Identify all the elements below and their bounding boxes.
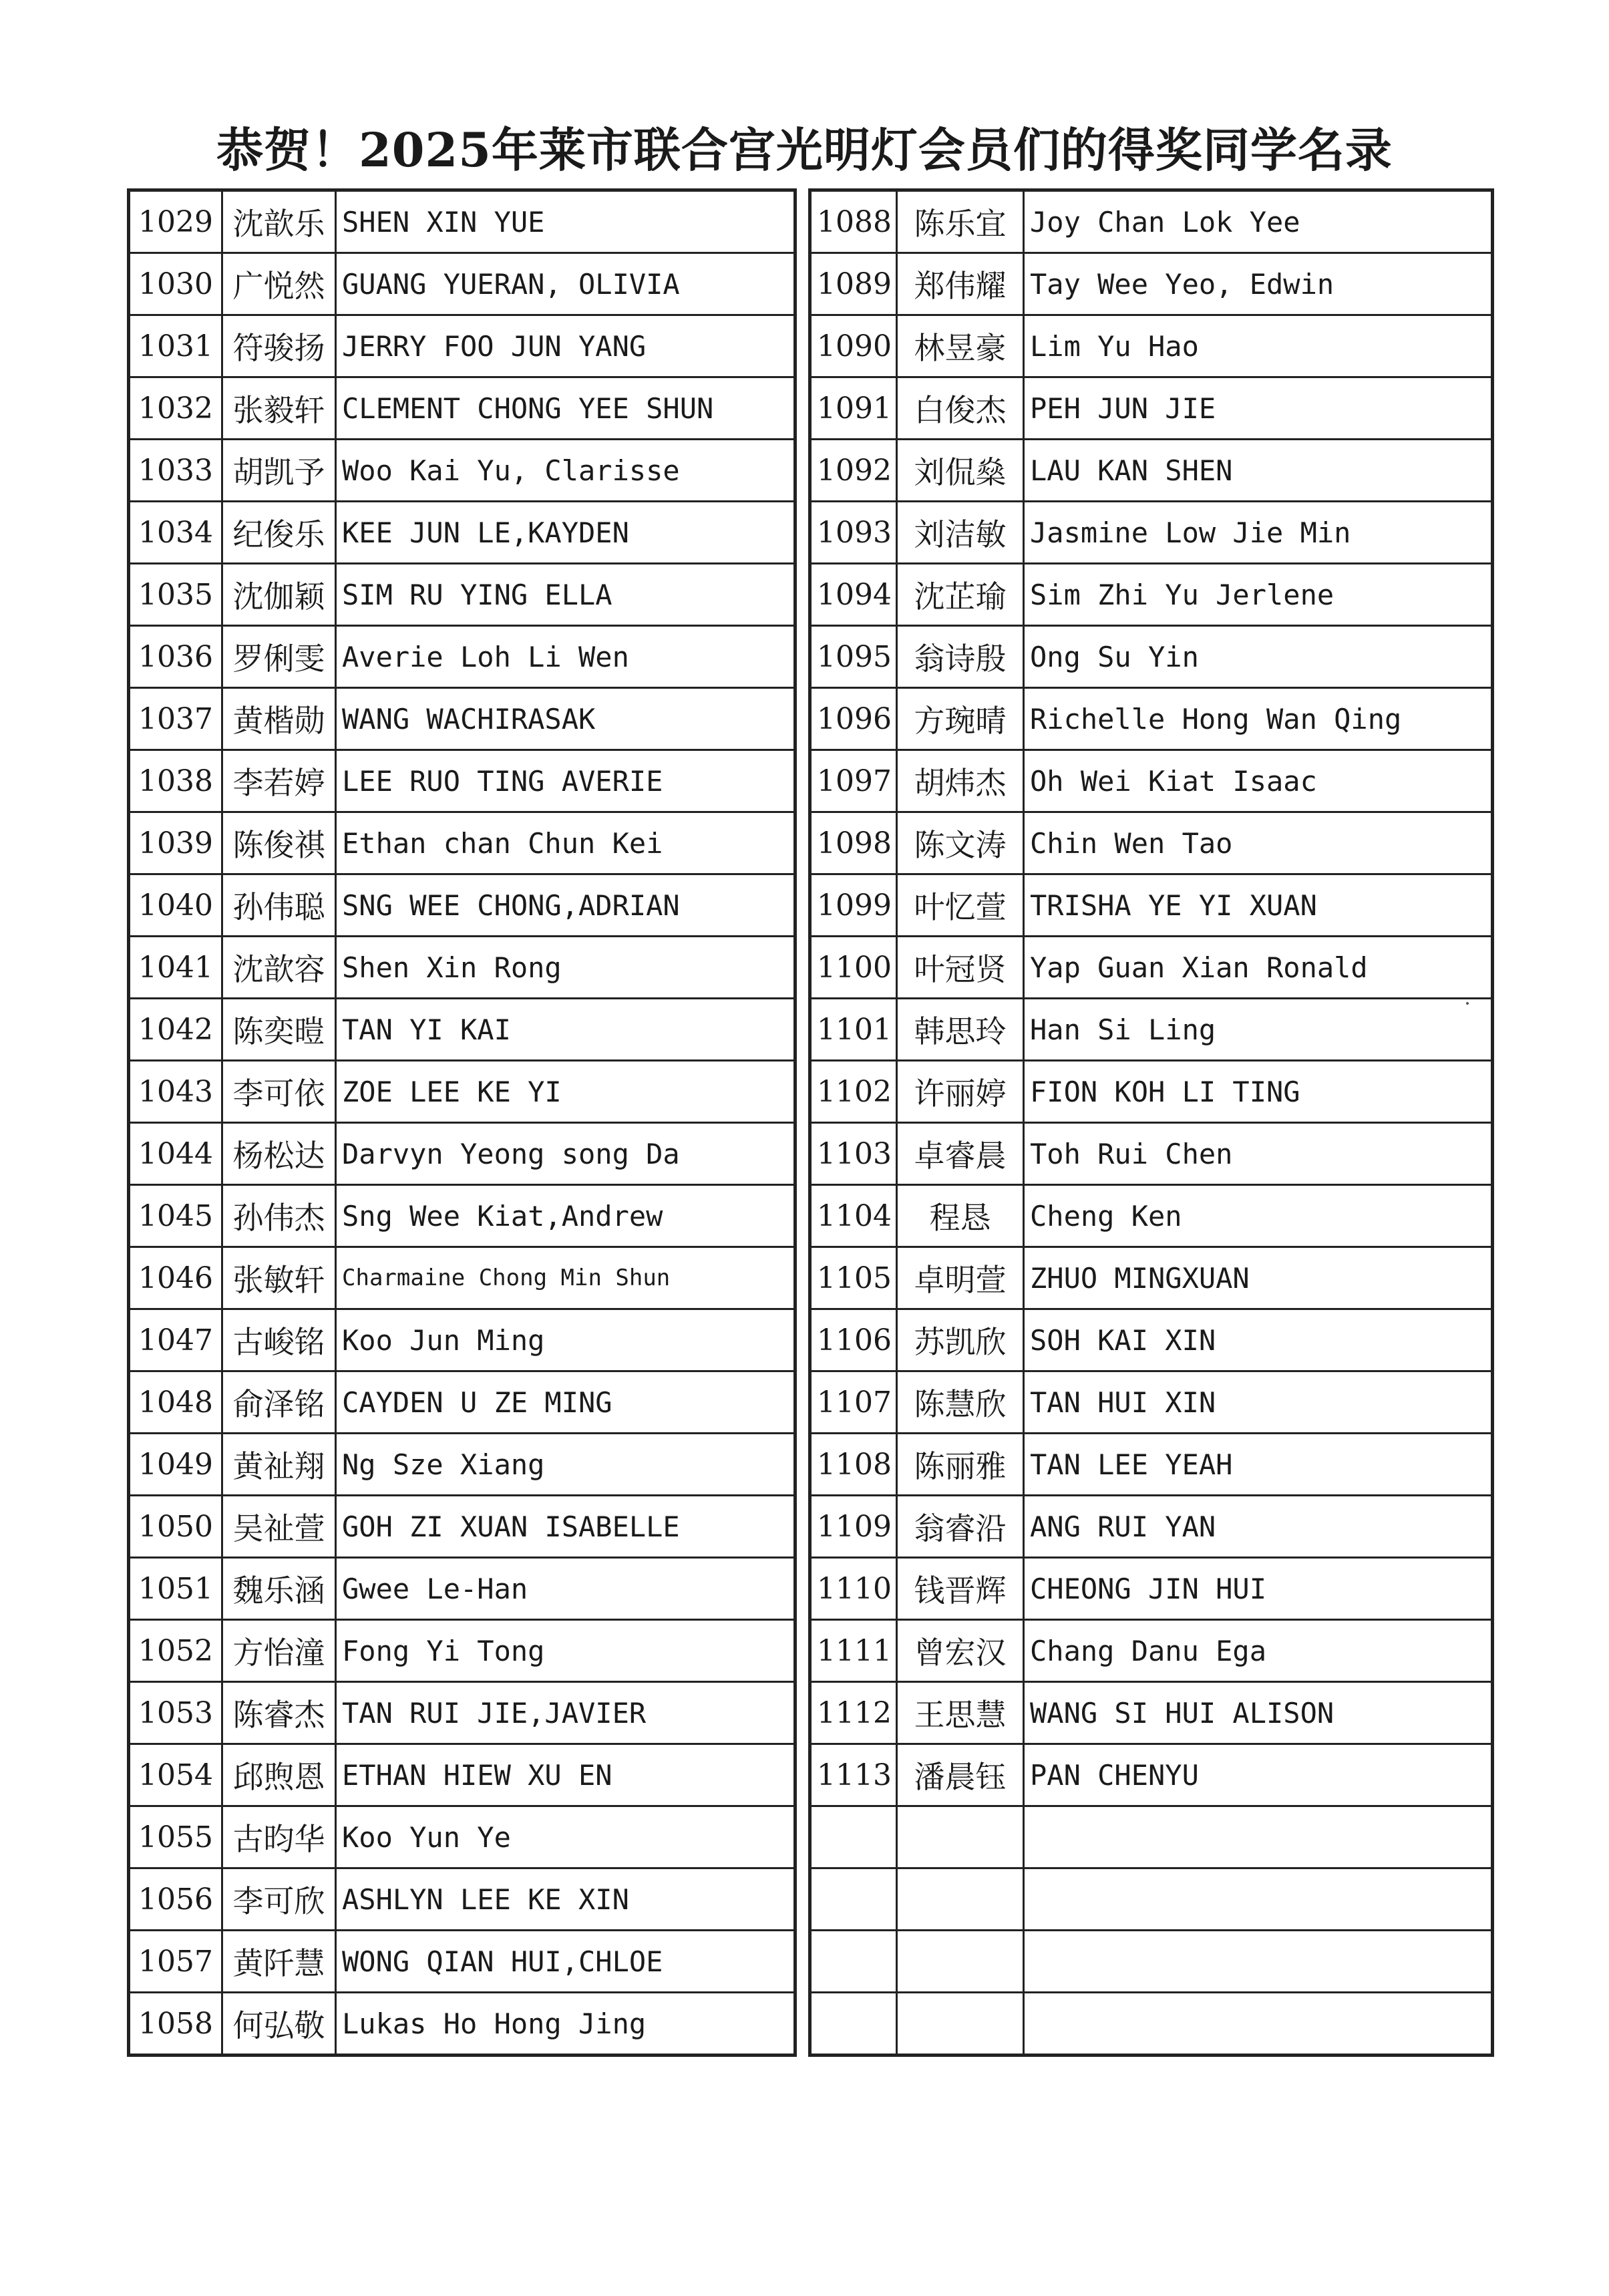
english-name-cell: Koo Yun Ye (336, 1806, 795, 1868)
student-number-cell: 1032 (129, 377, 222, 440)
student-number-cell: 1042 (129, 999, 222, 1061)
chinese-name-cell: 陈睿杰 (222, 1682, 336, 1744)
chinese-name-cell: 卓睿晨 (897, 1123, 1024, 1185)
english-name-cell: TAN RUI JIE,JAVIER (336, 1682, 795, 1744)
chinese-name-cell: 孙伟杰 (222, 1185, 336, 1247)
student-number-cell (810, 1868, 897, 1931)
table-row (129, 750, 795, 812)
chinese-name-cell: 李若婷 (222, 750, 336, 812)
student-number-cell: 1047 (129, 1309, 222, 1371)
page-title: 恭贺！2025年莱市联合宫光明灯会员们的得奖同学名录 (216, 122, 1393, 178)
chinese-name-cell: 许丽婷 (897, 1061, 1024, 1123)
english-name-cell: Averie Loh Li Wen (336, 626, 795, 688)
chinese-name-cell: 何弘敬 (222, 1993, 336, 2056)
chinese-name-cell (897, 1993, 1024, 2056)
table-row (129, 1682, 795, 1744)
table-row (810, 253, 1493, 315)
chinese-name-cell: 刘洁敏 (897, 502, 1024, 564)
chinese-name-cell: 吴祉萱 (222, 1496, 336, 1558)
english-name-cell (1024, 1868, 1493, 1931)
student-number-cell: 1036 (129, 626, 222, 688)
table-row (129, 688, 795, 750)
student-number-cell: 1051 (129, 1558, 222, 1620)
table-row (810, 750, 1493, 812)
student-number-cell: 1033 (129, 440, 222, 502)
english-name-cell: SIM RU YING ELLA (336, 564, 795, 626)
table-row (810, 190, 1493, 253)
table-row (129, 1931, 795, 1993)
english-name-cell: WANG WACHIRASAK (336, 688, 795, 750)
student-number-cell: 1044 (129, 1123, 222, 1185)
english-name-cell: TAN YI KAI (336, 999, 795, 1061)
table-row (810, 377, 1493, 440)
chinese-name-cell: 翁睿沿 (897, 1496, 1024, 1558)
chinese-name-cell: 黄祉翔 (222, 1434, 336, 1496)
english-name-cell: Fong Yi Tong (336, 1620, 795, 1682)
english-name-cell: Charmaine Chong Min Shun (336, 1247, 795, 1309)
chinese-name-cell: 陈俊祺 (222, 812, 336, 874)
table-row (810, 1371, 1493, 1434)
english-name-cell: Sim Zhi Yu Jerlene (1024, 564, 1493, 626)
english-name-cell: Darvyn Yeong song Da (336, 1123, 795, 1185)
table-row (129, 1061, 795, 1123)
student-number-cell: 1046 (129, 1247, 222, 1309)
english-name-cell: ANG RUI YAN (1024, 1496, 1493, 1558)
english-name-cell: Ethan chan Chun Kei (336, 812, 795, 874)
english-name-cell: CHEONG JIN HUI (1024, 1558, 1493, 1620)
student-number-cell: 1040 (129, 874, 222, 937)
chinese-name-cell: 钱晋辉 (897, 1558, 1024, 1620)
english-name-cell: CLEMENT CHONG YEE SHUN (336, 377, 795, 440)
chinese-name-cell: 张毅轩 (222, 377, 336, 440)
english-name-cell (1024, 1806, 1493, 1868)
english-name-cell: WONG QIAN HUI,CHLOE (336, 1931, 795, 1993)
student-number-cell: 1096 (810, 688, 897, 750)
student-number-cell: 1037 (129, 688, 222, 750)
chinese-name-cell: 胡凯予 (222, 440, 336, 502)
chinese-name-cell: 沈芷瑜 (897, 564, 1024, 626)
student-number-cell: 1043 (129, 1061, 222, 1123)
table-row (129, 1309, 795, 1371)
chinese-name-cell: 陈奕暟 (222, 999, 336, 1061)
chinese-name-cell: 方琬晴 (897, 688, 1024, 750)
student-number-cell: 1111 (810, 1620, 897, 1682)
student-number-cell: 1097 (810, 750, 897, 812)
student-number-cell: 1109 (810, 1496, 897, 1558)
english-name-cell: Chang Danu Ega (1024, 1620, 1493, 1682)
chinese-name-cell: 沈歆乐 (222, 190, 336, 253)
student-number-cell: 1054 (129, 1744, 222, 1806)
table-row (810, 626, 1493, 688)
english-name-cell: TAN LEE YEAH (1024, 1434, 1493, 1496)
chinese-name-cell: 卓明萱 (897, 1247, 1024, 1309)
chinese-name-cell: 郑伟耀 (897, 253, 1024, 315)
chinese-name-cell: 李可欣 (222, 1868, 336, 1931)
table-row (810, 1309, 1493, 1371)
student-number-cell: 1035 (129, 564, 222, 626)
student-number-cell: 1098 (810, 812, 897, 874)
chinese-name-cell: 陈慧欣 (897, 1371, 1024, 1434)
student-number-cell: 1034 (129, 502, 222, 564)
chinese-name-cell: 曾宏汉 (897, 1620, 1024, 1682)
table-row (129, 377, 795, 440)
student-number-cell: 1048 (129, 1371, 222, 1434)
chinese-name-cell: 陈文涛 (897, 812, 1024, 874)
chinese-name-cell: 孙伟聪 (222, 874, 336, 937)
english-name-cell: Ng Sze Xiang (336, 1434, 795, 1496)
english-name-cell: FION KOH LI TING (1024, 1061, 1493, 1123)
chinese-name-cell: 罗俐雯 (222, 626, 336, 688)
student-number-cell: 1100 (810, 937, 897, 999)
english-name-cell: TRISHA YE YI XUAN (1024, 874, 1493, 937)
chinese-name-cell: 邱煦恩 (222, 1744, 336, 1806)
student-number-cell: 1055 (129, 1806, 222, 1868)
table-row (810, 874, 1493, 937)
chinese-name-cell (897, 1868, 1024, 1931)
english-name-cell: Ong Su Yin (1024, 626, 1493, 688)
table-row (810, 1558, 1493, 1620)
english-name-cell: PAN CHENYU (1024, 1744, 1493, 1806)
table-row (129, 1434, 795, 1496)
table-row (810, 1868, 1493, 1931)
table-row (810, 937, 1493, 999)
chinese-name-cell: 刘侃燊 (897, 440, 1024, 502)
chinese-name-cell: 黄阡慧 (222, 1931, 336, 1993)
english-name-cell: Shen Xin Rong (336, 937, 795, 999)
table-row (129, 999, 795, 1061)
student-number-cell: 1030 (129, 253, 222, 315)
table-row (129, 1558, 795, 1620)
english-name-cell: ASHLYN LEE KE XIN (336, 1868, 795, 1931)
table-row (810, 999, 1493, 1061)
chinese-name-cell: 苏凯欣 (897, 1309, 1024, 1371)
student-number-cell (810, 1993, 897, 2056)
chinese-name-cell: 魏乐涵 (222, 1558, 336, 1620)
english-name-cell: ZHUO MINGXUAN (1024, 1247, 1493, 1309)
english-name-cell: Joy Chan Lok Yee (1024, 190, 1493, 253)
table-row (810, 315, 1493, 377)
chinese-name-cell: 方怡潼 (222, 1620, 336, 1682)
table-row (129, 1868, 795, 1931)
student-number-cell: 1099 (810, 874, 897, 937)
chinese-name-cell: 沈伽颖 (222, 564, 336, 626)
student-number-cell: 1045 (129, 1185, 222, 1247)
table-row (129, 502, 795, 564)
table-row (129, 874, 795, 937)
table-row (810, 1744, 1493, 1806)
chinese-name-cell: 黄楷勋 (222, 688, 336, 750)
chinese-name-cell: 陈乐宜 (897, 190, 1024, 253)
english-name-cell: Lim Yu Hao (1024, 315, 1493, 377)
english-name-cell (1024, 1931, 1493, 1993)
student-number-cell: 1041 (129, 937, 222, 999)
table-row (129, 937, 795, 999)
chinese-name-cell: 古昀华 (222, 1806, 336, 1868)
english-name-cell: CAYDEN U ZE MING (336, 1371, 795, 1434)
english-name-cell: Jasmine Low Jie Min (1024, 502, 1493, 564)
student-number-cell: 1110 (810, 1558, 897, 1620)
student-number-cell: 1053 (129, 1682, 222, 1744)
chinese-name-cell: 陈丽雅 (897, 1434, 1024, 1496)
english-name-cell: SNG WEE CHONG,ADRIAN (336, 874, 795, 937)
table-row (129, 1993, 795, 2056)
student-number-cell: 1056 (129, 1868, 222, 1931)
table-row (129, 564, 795, 626)
english-name-cell: JERRY FOO JUN YANG (336, 315, 795, 377)
english-name-cell: Chin Wen Tao (1024, 812, 1493, 874)
student-number-cell: 1038 (129, 750, 222, 812)
left-roster-table (127, 188, 797, 2057)
table-row (810, 812, 1493, 874)
student-number-cell: 1103 (810, 1123, 897, 1185)
english-name-cell: Woo Kai Yu, Clarisse (336, 440, 795, 502)
student-number-cell: 1050 (129, 1496, 222, 1558)
chinese-name-cell: 符骏扬 (222, 315, 336, 377)
student-number-cell: 1092 (810, 440, 897, 502)
chinese-name-cell: 林昱豪 (897, 315, 1024, 377)
chinese-name-cell (897, 1931, 1024, 1993)
english-name-cell: ETHAN HIEW XU EN (336, 1744, 795, 1806)
student-number-cell: 1049 (129, 1434, 222, 1496)
student-number-cell: 1104 (810, 1185, 897, 1247)
english-name-cell: Richelle Hong Wan Qing (1024, 688, 1493, 750)
student-number-cell (810, 1931, 897, 1993)
english-name-cell: LEE RUO TING AVERIE (336, 750, 795, 812)
chinese-name-cell: 纪俊乐 (222, 502, 336, 564)
table-row (810, 1806, 1493, 1868)
student-number-cell: 1093 (810, 502, 897, 564)
chinese-name-cell: 沈歆容 (222, 937, 336, 999)
student-number-cell: 1107 (810, 1371, 897, 1434)
english-name-cell: PEH JUN JIE (1024, 377, 1493, 440)
left-roster-body (129, 190, 795, 2056)
student-number-cell: 1106 (810, 1309, 897, 1371)
english-name-cell: TAN HUI XIN (1024, 1371, 1493, 1434)
student-number-cell: 1108 (810, 1434, 897, 1496)
english-name-cell: ZOE LEE KE YI (336, 1061, 795, 1123)
english-name-cell: GOH ZI XUAN ISABELLE (336, 1496, 795, 1558)
table-row (129, 1247, 795, 1309)
table-row (810, 502, 1493, 564)
english-name-cell: Toh Rui Chen (1024, 1123, 1493, 1185)
english-name-cell: Tay Wee Yeo, Edwin (1024, 253, 1493, 315)
english-name-cell: LAU KAN SHEN (1024, 440, 1493, 502)
table-row (810, 1931, 1493, 1993)
chinese-name-cell: 叶冠贤 (897, 937, 1024, 999)
table-row (810, 1682, 1493, 1744)
student-number-cell: 1095 (810, 626, 897, 688)
table-row (810, 564, 1493, 626)
english-name-cell (1024, 1993, 1493, 2056)
student-number-cell: 1112 (810, 1682, 897, 1744)
english-name-cell: GUANG YUERAN, OLIVIA (336, 253, 795, 315)
chinese-name-cell: 胡炜杰 (897, 750, 1024, 812)
english-name-cell: Sng Wee Kiat,Andrew (336, 1185, 795, 1247)
table-row (129, 190, 795, 253)
english-name-cell: Gwee Le-Han (336, 1558, 795, 1620)
student-number-cell: 1094 (810, 564, 897, 626)
student-number-cell: 1031 (129, 315, 222, 377)
student-number-cell: 1088 (810, 190, 897, 253)
table-row (810, 1620, 1493, 1682)
english-name-cell: SHEN XIN YUE (336, 190, 795, 253)
english-name-cell: Han Si Ling (1024, 999, 1493, 1061)
table-row (129, 253, 795, 315)
chinese-name-cell (897, 1806, 1024, 1868)
table-row (129, 1806, 795, 1868)
english-name-cell: SOH KAI XIN (1024, 1309, 1493, 1371)
student-number-cell: 1113 (810, 1744, 897, 1806)
student-number-cell: 1052 (129, 1620, 222, 1682)
table-row (810, 688, 1493, 750)
table-row (129, 1620, 795, 1682)
chinese-name-cell: 古峻铭 (222, 1309, 336, 1371)
student-number-cell: 1091 (810, 377, 897, 440)
chinese-name-cell: 翁诗殷 (897, 626, 1024, 688)
chinese-name-cell: 潘晨钰 (897, 1744, 1024, 1806)
student-number-cell: 1057 (129, 1931, 222, 1993)
chinese-name-cell: 李可依 (222, 1061, 336, 1123)
english-name-cell: KEE JUN LE,KAYDEN (336, 502, 795, 564)
student-number-cell: 1058 (129, 1993, 222, 2056)
table-row (129, 440, 795, 502)
table-row (129, 1185, 795, 1247)
chinese-name-cell: 王思慧 (897, 1682, 1024, 1744)
english-name-cell: Oh Wei Kiat Isaac (1024, 750, 1493, 812)
student-number-cell: 1090 (810, 315, 897, 377)
table-row (129, 315, 795, 377)
table-row (129, 626, 795, 688)
student-number-cell: 1105 (810, 1247, 897, 1309)
chinese-name-cell: 俞泽铭 (222, 1371, 336, 1434)
right-roster-body (810, 190, 1493, 2056)
student-number-cell: 1101 (810, 999, 897, 1061)
student-number-cell (810, 1806, 897, 1868)
english-name-cell: Lukas Ho Hong Jing (336, 1993, 795, 2056)
student-number-cell: 1029 (129, 190, 222, 253)
table-row (129, 1123, 795, 1185)
student-number-cell: 1039 (129, 812, 222, 874)
chinese-name-cell: 张敏轩 (222, 1247, 336, 1309)
student-number-cell: 1102 (810, 1061, 897, 1123)
table-row (129, 1744, 795, 1806)
english-name-cell: WANG SI HUI ALISON (1024, 1682, 1493, 1744)
table-row (810, 1123, 1493, 1185)
table-row (810, 1434, 1493, 1496)
chinese-name-cell: 叶忆萱 (897, 874, 1024, 937)
table-row (129, 1496, 795, 1558)
right-roster-table (808, 188, 1494, 2057)
chinese-name-cell: 韩思玲 (897, 999, 1024, 1061)
student-number-cell: 1089 (810, 253, 897, 315)
english-name-cell: Koo Jun Ming (336, 1309, 795, 1371)
chinese-name-cell: 杨松达 (222, 1123, 336, 1185)
chinese-name-cell: 白俊杰 (897, 377, 1024, 440)
chinese-name-cell: 程恳 (897, 1185, 1024, 1247)
english-name-cell: Cheng Ken (1024, 1185, 1493, 1247)
table-row (129, 1371, 795, 1434)
table-row (810, 1496, 1493, 1558)
table-row (129, 812, 795, 874)
chinese-name-cell: 广悦然 (222, 253, 336, 315)
table-row (810, 1061, 1493, 1123)
table-row (810, 1993, 1493, 2056)
english-name-cell: Yap Guan Xian Ronald (1024, 937, 1493, 999)
table-row (810, 440, 1493, 502)
scan-speck (1466, 1002, 1469, 1005)
table-row (810, 1185, 1493, 1247)
table-row (810, 1247, 1493, 1309)
